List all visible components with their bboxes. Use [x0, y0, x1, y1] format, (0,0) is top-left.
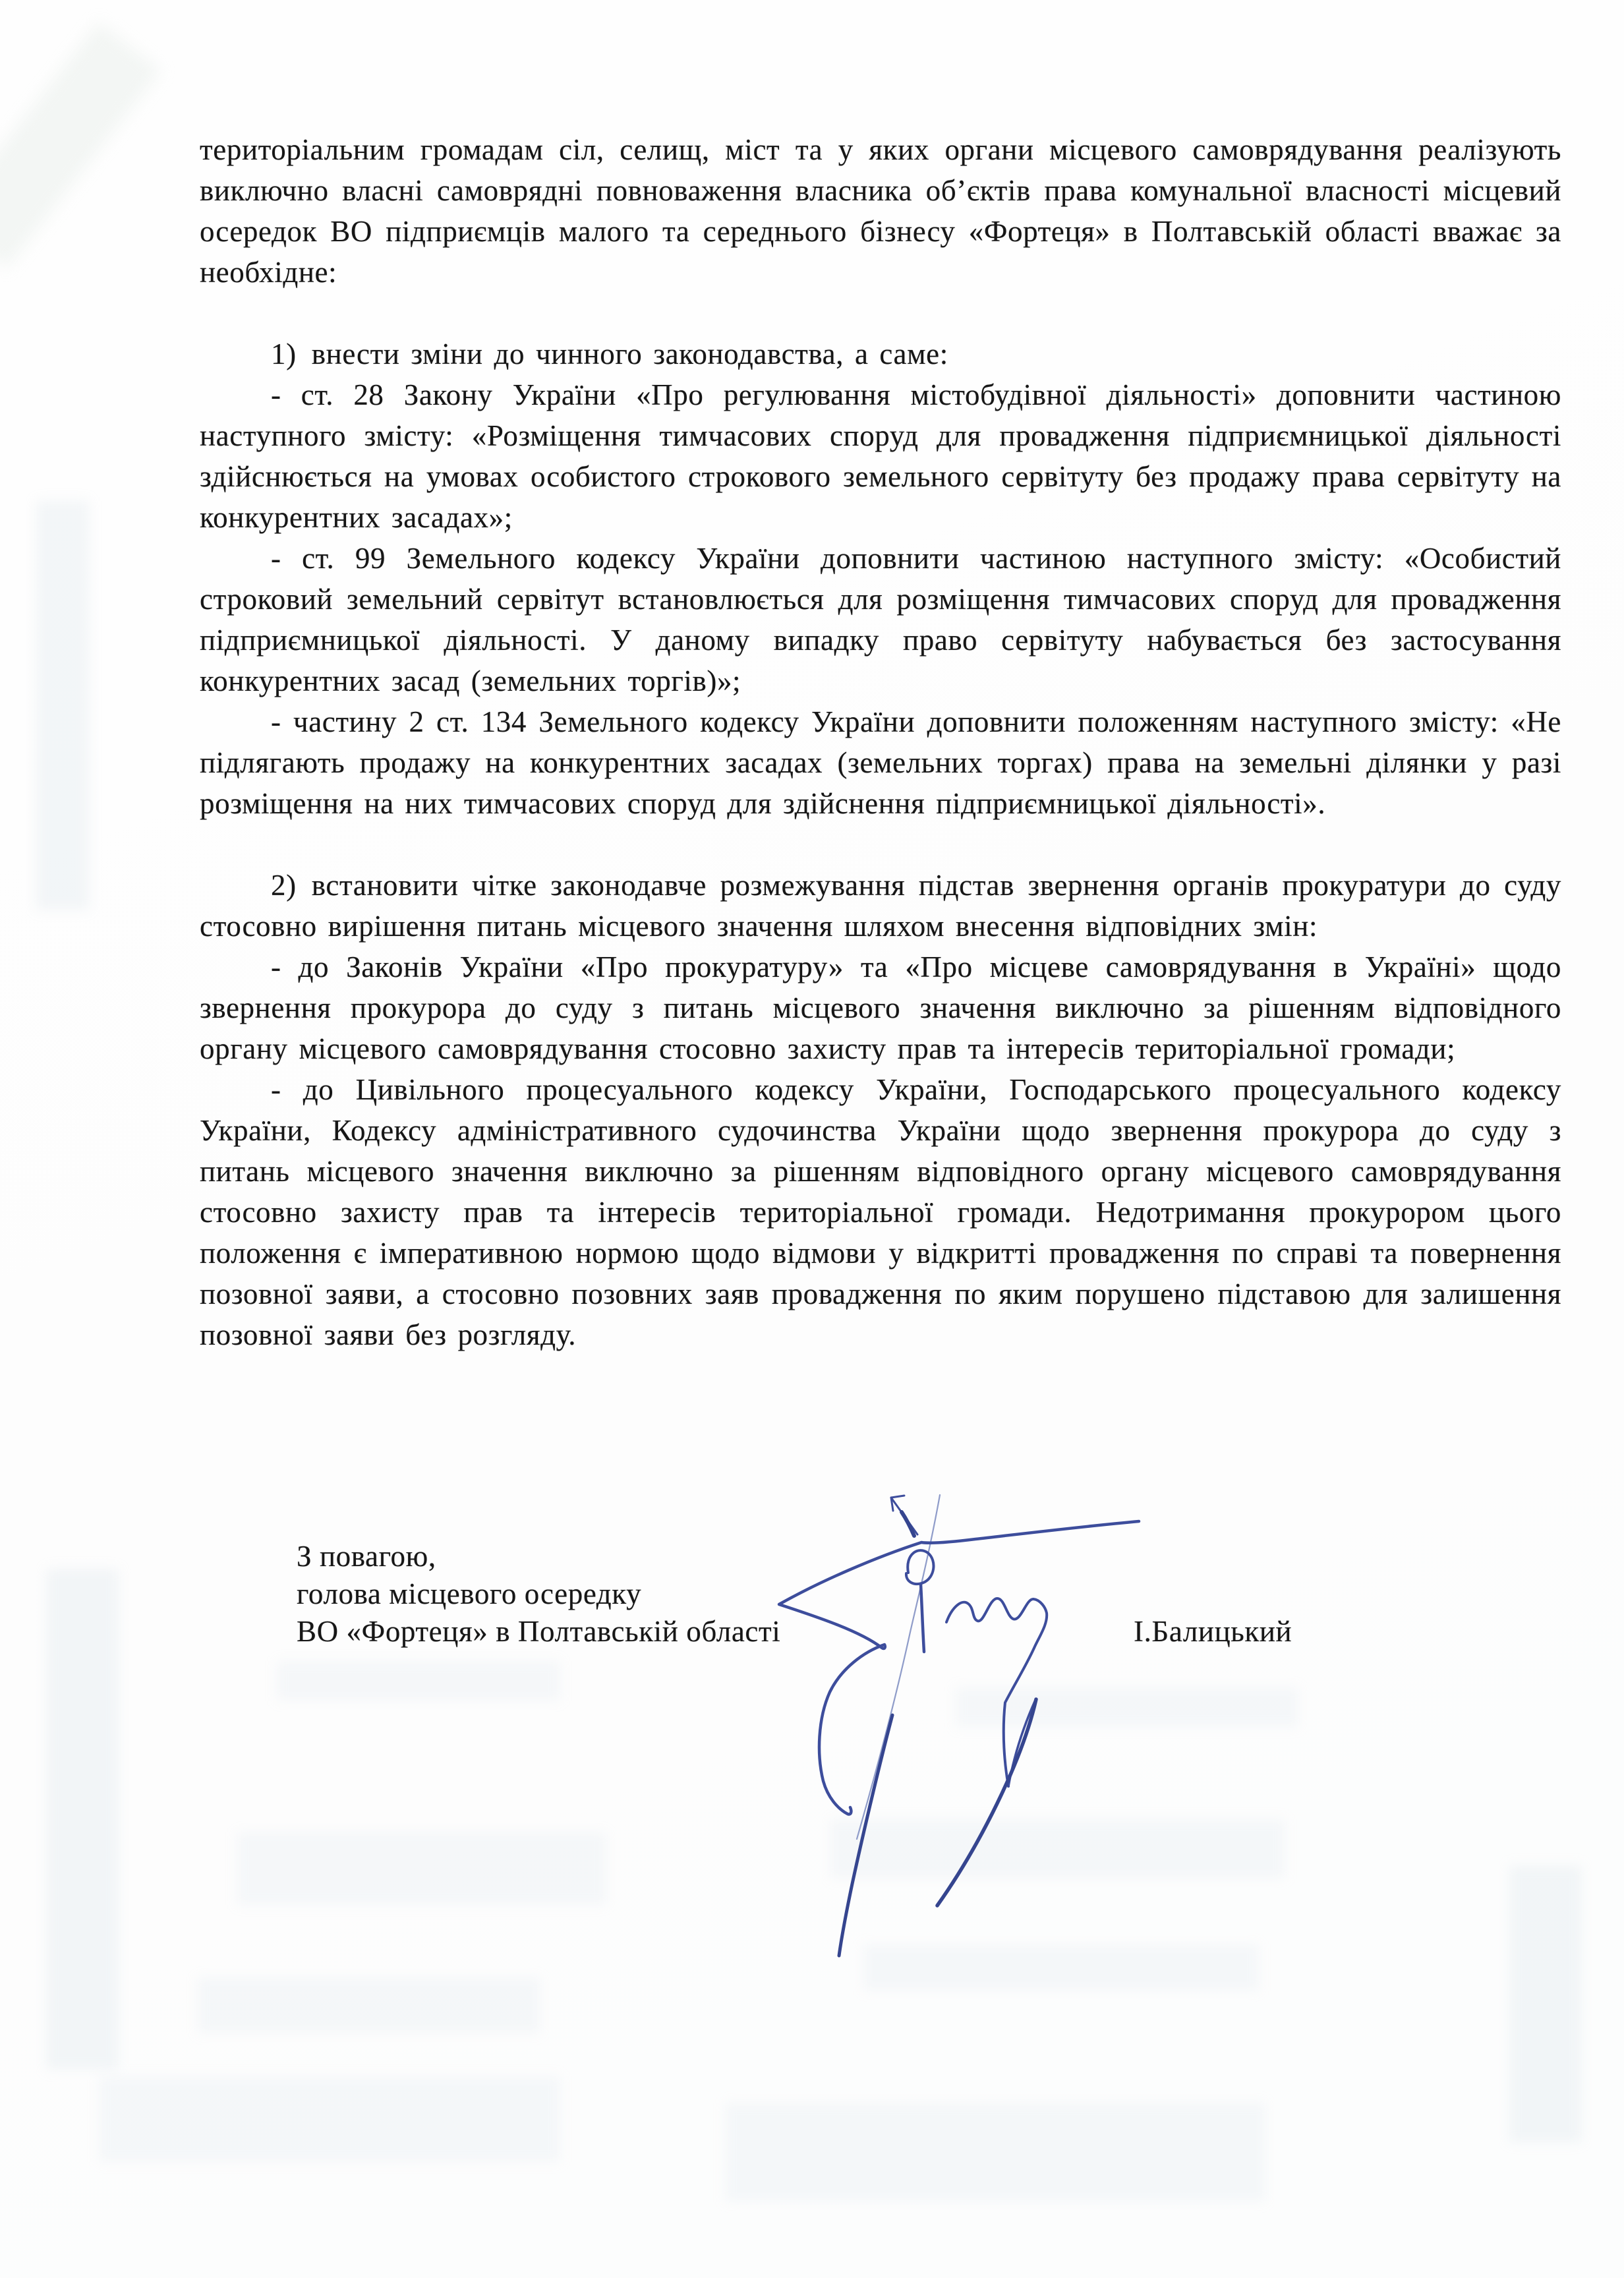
scan-artifact-left-edge-2 — [46, 1569, 119, 2070]
paragraph-p2: 1) внести зміни до чинного законодавства, а саме: — [271, 337, 948, 370]
paragraph-p6: 2) встановити чітке законодавче розмежування підстав звернення органів прокуратури до суду стосовно вирішення питань місцевого значення шляхом внесення відповідних змін: — [200, 869, 1561, 943]
paragraph-p4: - ст. 99 Земельного кодексу України доповнити частиною наступного змісту: «Особистий строковий земельний сервітут встановлюється для розміщення тимчасових споруд для провадження підприємницької діяльності. У даному випадку право сервітуту набувається без застосування конкурентних засад (земельних торгів)»; — [200, 542, 1561, 697]
closing-line: З повагою, — [297, 1540, 436, 1573]
handwritten-signature — [712, 1457, 1160, 1977]
signature-stroke-arrow-barbs — [891, 1496, 904, 1511]
signer-title-line-1: голова місцевого осередку — [297, 1577, 642, 1610]
signature-stroke-upflick — [1008, 1700, 1035, 1786]
scan-artifact-corner-streak — [0, 22, 161, 268]
signature-stroke-arrow-tail — [902, 1512, 914, 1536]
scan-artifact-bleed-2 — [956, 1687, 1298, 1727]
signer-name: І.Балицький — [1134, 1615, 1292, 1648]
scan-artifact-right-edge — [1509, 1865, 1582, 2142]
paragraph-p5: - частину 2 ст. 134 Земельного кодексу України доповнити положенням наступного змісту: «Не підлягають продажу на конкурентних засадах (земельних торгах) права на земельні ділянки у разі розміщення на них тимчасових споруд для здійснення підприємницької діяльності». — [200, 705, 1561, 820]
scan-artifact-bleed-3 — [237, 1832, 606, 1905]
paragraph-p1: територіальним громадам сіл, селищ, міст та у яких органи місцевого самоврядування реалізують виключно власні самоврядні повноваження власника об’єктів права комунальної власності місцевий осередок ВО підприємців малого та середнього бізнесу «Фортеця» в Полтавській області вважає за необхідне: — [200, 133, 1561, 289]
scan-artifact-bleed-4 — [830, 1819, 1285, 1879]
scan-artifact-bleed-8 — [725, 2103, 1265, 2202]
paragraph-p7: - до Законів України «Про прокуратуру» та «Про місцеве самоврядування в Україні» щодо звернення прокурора до суду з питань місцевого значення виключно за рішенням відповідного органу місцевого самоврядування стосовно захисту прав та інтересів територіальної громади; — [200, 950, 1561, 1065]
scan-artifact-left-edge — [36, 501, 89, 910]
scan-artifact-bleed-5 — [198, 1977, 540, 2033]
signature-stroke-descender-left — [839, 1715, 892, 1956]
letter-body — [200, 129, 1561, 1355]
signature-stroke-descender-right — [937, 1699, 1036, 1906]
scan-artifact-bleed-7 — [99, 2076, 560, 2162]
scan-artifact-bleed-1 — [277, 1661, 560, 1701]
scan-artifact-bleed-6 — [863, 1944, 1259, 1991]
letter-paragraphs — [200, 129, 1561, 1355]
paragraph-p3: - ст. 28 Закону України «Про регулювання містобудівної діяльності» доповнити частиною наступного змісту: «Розміщення тимчасових споруд для провадження підприємницької діяльності здійснюється на умовах особистого строкового земельного сервітуту без продажу права сервітуту на конкурентних засадах»; — [200, 378, 1561, 534]
paragraph-p8: - до Цивільного процесуального кодексу України, Господарського процесуального кодексу України, Кодексу адміністративного судочинства України щодо звернення прокурора до суду з питань місцевого значення виключно за рішенням відповідного органу місцевого самоврядування стосовно захисту прав та інтересів територіальної громади. Недотримання прокурором цього положення є імперативною нормою щодо відмови у відкритті провадження по справі та повернення позовної заяви, а стосовно позовних заяв провадження по яким порушено підставою для залишення позовної заяви без розгляду. — [200, 1073, 1561, 1351]
signer-title-line-2: ВО «Фортеця» в Полтавській області — [297, 1615, 781, 1648]
signature-block — [297, 1538, 1549, 1650]
signature-stroke-arrow — [891, 1498, 917, 1534]
